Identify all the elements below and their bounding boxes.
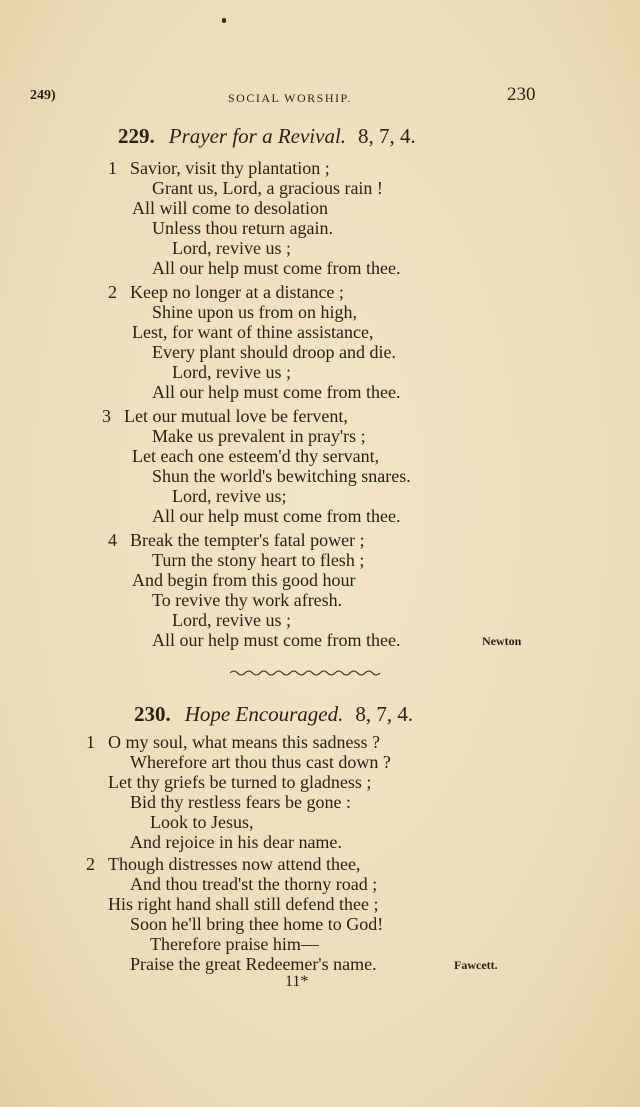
- stanza-line: Lord, revive us ;: [172, 610, 291, 630]
- hymn-author: Newton: [482, 634, 522, 648]
- stanza-line: Unless thou return again.: [152, 218, 333, 238]
- stanza-number: 2: [86, 854, 95, 874]
- stanza-line: [86, 732, 380, 752]
- stanza-line: To revive thy work afresh.: [152, 590, 343, 610]
- stanza-line: Let each one esteem'd thy servant,: [132, 446, 380, 466]
- stanza-line: And thou tread'st the thorny road ;: [130, 874, 378, 894]
- verse-text: Break the tempter's fatal power ;: [130, 530, 365, 550]
- stanza-line: Let thy griefs be turned to gladness ;: [108, 772, 372, 792]
- stanza-line: Lord, revive us ;: [172, 238, 291, 258]
- hymn-title-229: [118, 124, 416, 149]
- stanza-number: 3: [102, 406, 111, 426]
- stanza-line: Every plant should droop and die.: [152, 342, 396, 362]
- stanza-line: [108, 530, 365, 550]
- stanza-line: [86, 854, 360, 874]
- hymn-number: 230.: [134, 702, 171, 726]
- hymn-meter: 8, 7, 4.: [358, 124, 416, 148]
- stanza-line: Make us prevalent in pray'rs ;: [152, 426, 366, 446]
- hymn-title-text: Hope Encouraged.: [184, 702, 344, 726]
- ink-speck: [222, 18, 226, 23]
- stanza-line: Therefore praise him—: [150, 934, 319, 954]
- stanza-number: 2: [108, 282, 117, 302]
- stanza-line: Grant us, Lord, a gracious rain !: [152, 178, 383, 198]
- stanza-line: Lord, revive us;: [172, 486, 287, 506]
- stanza-line: Shine upon us from on high,: [152, 302, 357, 322]
- stanza-number: 4: [108, 530, 117, 550]
- stanza-number: 1: [86, 732, 95, 752]
- ornamental-divider: [230, 668, 380, 678]
- stanza-line: All our help must come from thee.: [152, 382, 401, 402]
- stanza-line: All will come to desolation: [132, 198, 328, 218]
- hymn-title-230: [134, 702, 413, 727]
- signature-mark: 11*: [285, 973, 309, 990]
- page-number: 230: [507, 84, 536, 105]
- stanza-line: [102, 406, 348, 426]
- hymn-meter: 8, 7, 4.: [355, 702, 414, 726]
- stanza-number: 1: [108, 158, 117, 178]
- stanza-line: Turn the stony heart to flesh ;: [152, 550, 365, 570]
- stanza-line: All our help must come from thee.: [152, 258, 401, 278]
- stanza-line: And begin from this good hour: [132, 570, 356, 590]
- hymn-number: 229.: [118, 124, 155, 148]
- stanza-line: His right hand shall still defend thee ;: [108, 894, 379, 914]
- stanza-line: All our help must come from thee.: [152, 506, 401, 526]
- stanza-line: Shun the world's bewitching snares.: [152, 466, 411, 486]
- stanza-line: Wherefore art thou thus cast down ?: [130, 752, 391, 772]
- stanza-line: Lord, revive us ;: [172, 362, 291, 382]
- stanza-line: Praise the great Redeemer's name.: [130, 954, 377, 974]
- stanza-line: And rejoice in his dear name.: [130, 832, 342, 852]
- stanza-line: All our help must come from thee.: [152, 630, 401, 650]
- verse-text: Let our mutual love be fervent,: [124, 406, 348, 426]
- verse-text: Though distresses now attend thee,: [108, 854, 361, 874]
- stanza-line: Lest, for want of thine assistance,: [132, 322, 374, 342]
- hymn-title-text: Prayer for a Revival.: [168, 124, 347, 148]
- verse-text: Savior, visit thy plantation ;: [130, 158, 330, 178]
- stanza-line: [108, 158, 330, 178]
- stanza-line: [108, 282, 344, 302]
- verse-text: O my soul, what means this sadness ?: [108, 732, 380, 752]
- hymn-author: Fawcett.: [454, 958, 498, 972]
- running-title: SOCIAL WORSHIP.: [228, 91, 352, 105]
- left-page-number: 249): [30, 88, 56, 103]
- stanza-line: Look to Jesus,: [150, 812, 254, 832]
- stanza-line: Bid thy restless fears be gone :: [130, 792, 351, 812]
- stanza-line: Soon he'll bring thee home to God!: [130, 914, 384, 934]
- verse-text: Keep no longer at a distance ;: [130, 282, 344, 302]
